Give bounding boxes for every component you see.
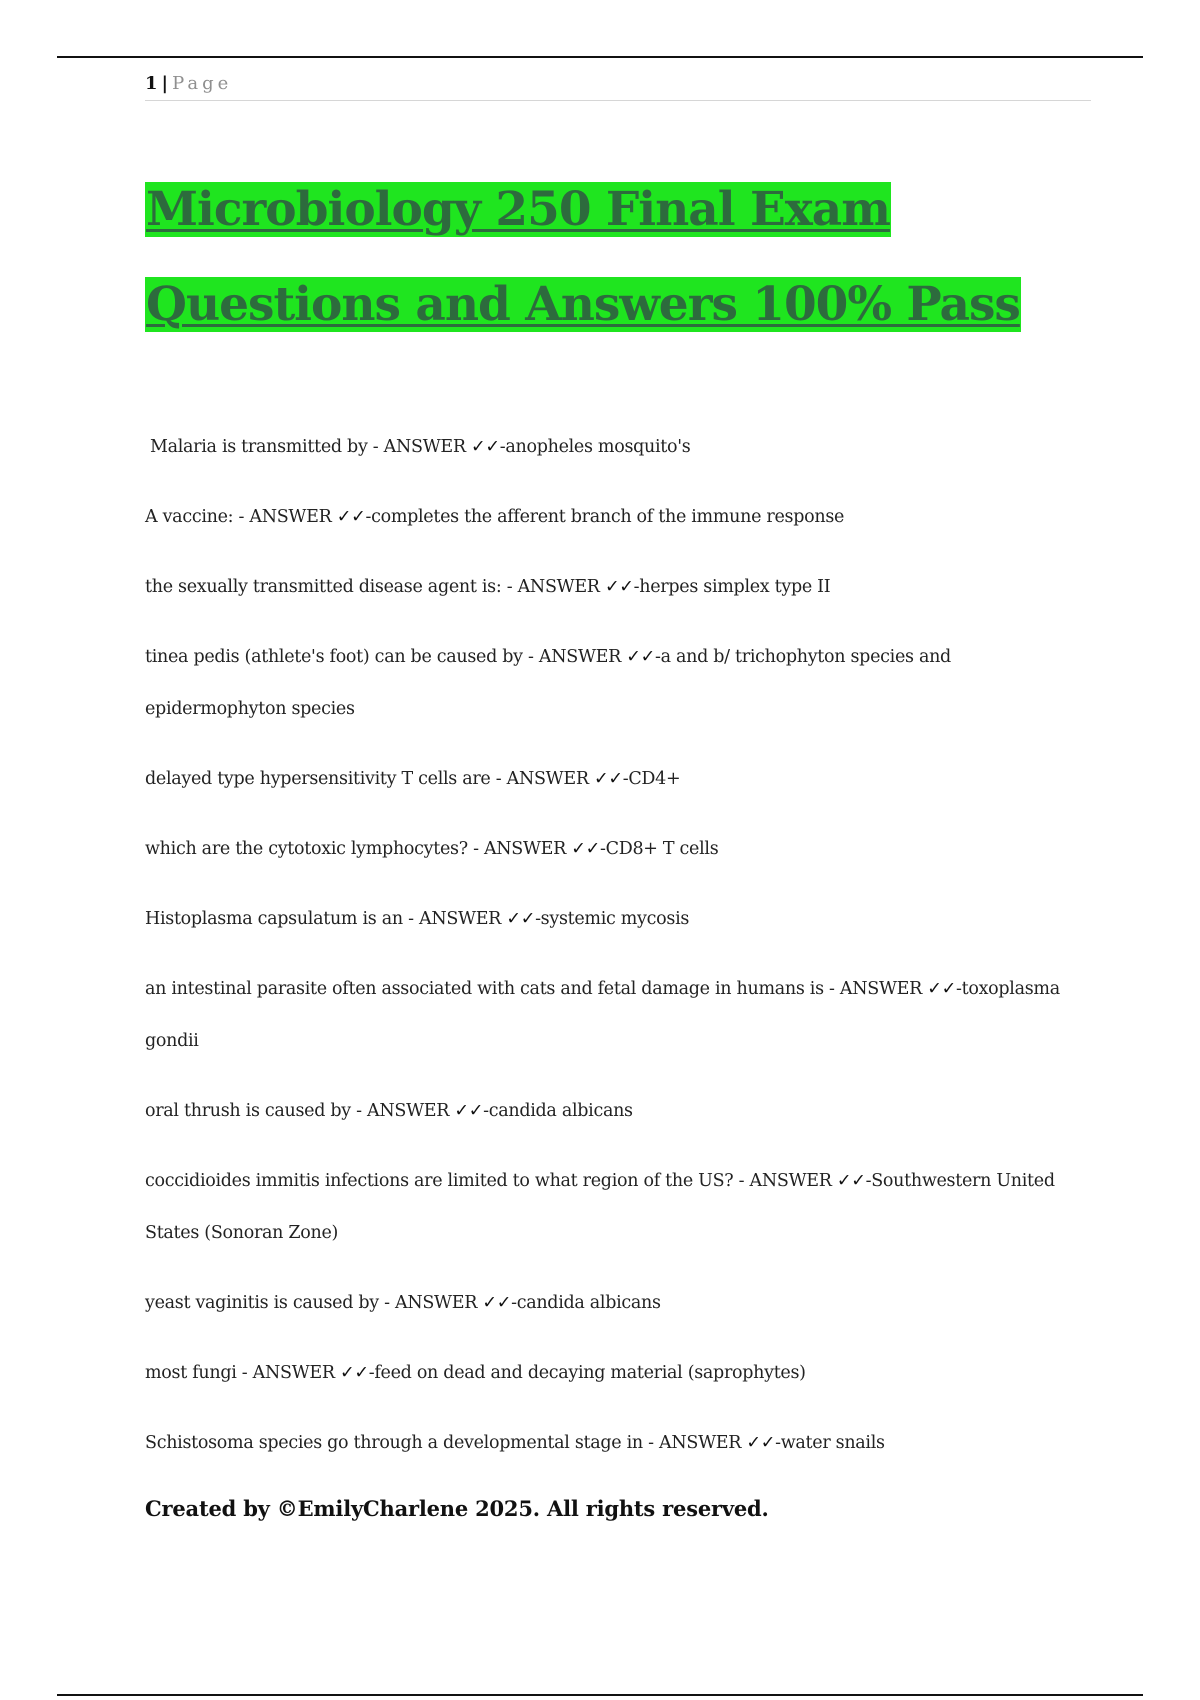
- answer-marker: - ANSWER: [495, 769, 589, 789]
- qa-item: [145, 1277, 1085, 1329]
- answer-marker: - ANSWER: [238, 507, 332, 527]
- qa-item: [145, 631, 1085, 735]
- check-icon: ✓✓: [626, 647, 655, 667]
- check-icon: ✓✓: [746, 1433, 776, 1453]
- question-text: most fungi: [145, 1363, 237, 1383]
- title-line-2: Questions and Answers 100% Pass: [146, 277, 1020, 332]
- qa-item: [145, 753, 1085, 805]
- answer-marker: - ANSWER: [356, 1101, 450, 1121]
- answer-text: -toxoplasma gondii: [145, 979, 1060, 1051]
- answer-marker: - ANSWER: [506, 577, 600, 597]
- qa-item: [145, 1155, 1085, 1259]
- copyright-footer: Created by ©EmilyCharlene 2025. All rights reserved.: [145, 1496, 769, 1521]
- answer-text: -a and b/ trichophyton species and epidermophyton species: [145, 647, 951, 719]
- answer-marker: - ANSWER: [829, 979, 922, 999]
- answer-text: -water snails: [775, 1433, 885, 1453]
- title-line-1: Microbiology 250 Final Exam: [146, 182, 890, 237]
- question-text: Schistosoma species go through a developmental stage in: [145, 1433, 643, 1453]
- answer-marker: - ANSWER: [384, 1293, 478, 1313]
- question-text: A vaccine:: [145, 507, 234, 527]
- check-icon: ✓✓: [836, 1171, 866, 1191]
- question-text: Histoplasma capsulatum is an: [145, 909, 403, 929]
- qa-item: [145, 491, 1085, 543]
- qa-item: [145, 1085, 1085, 1137]
- answer-text: -Southwestern United States (Sonoran Zone): [145, 1171, 1055, 1243]
- answer-text: -CD4+: [622, 769, 681, 789]
- answer-text: -completes the afferent branch of the immune response: [365, 507, 845, 527]
- qa-list: [145, 421, 1085, 1487]
- bottom-rule: [57, 1694, 1143, 1696]
- question-text: tinea pedis (athlete's foot) can be caused by: [145, 647, 523, 667]
- question-text: Malaria is transmitted by: [150, 437, 368, 457]
- answer-marker: - ANSWER: [528, 647, 621, 667]
- answer-text: -candida albicans: [511, 1293, 661, 1313]
- page-number: 1: [145, 73, 158, 94]
- answer-marker: - ANSWER: [738, 1171, 832, 1191]
- answer-text: -CD8+ T cells: [600, 839, 719, 859]
- answer-marker: - ANSWER: [241, 1363, 335, 1383]
- qa-item: [145, 561, 1085, 613]
- check-icon: ✓✓: [927, 979, 956, 999]
- question-text: the sexually transmitted disease agent is:: [145, 577, 502, 597]
- check-icon: ✓✓: [454, 1101, 484, 1121]
- check-icon: ✓✓: [340, 1363, 369, 1383]
- answer-marker: - ANSWER: [372, 437, 466, 457]
- page-separator: |: [161, 73, 169, 94]
- check-icon: ✓✓: [571, 839, 601, 859]
- qa-item: [145, 1347, 1085, 1399]
- question-text: oral thrush is caused by: [145, 1101, 351, 1121]
- page-header: [145, 72, 1091, 101]
- answer-text: -anopheles mosquito's: [499, 437, 691, 457]
- answer-text: -candida albicans: [483, 1101, 633, 1121]
- answer-marker: - ANSWER: [408, 909, 502, 929]
- check-icon: ✓✓: [336, 507, 366, 527]
- question-text: delayed type hypersensitivity T cells are: [145, 769, 491, 789]
- top-rule: [57, 56, 1143, 58]
- qa-item: [145, 421, 1085, 473]
- question-text: yeast vaginitis is caused by: [145, 1293, 379, 1313]
- answer-text: -herpes simplex type II: [633, 577, 831, 597]
- qa-item: [145, 963, 1085, 1067]
- qa-item: [145, 1417, 1085, 1469]
- check-icon: ✓✓: [506, 909, 536, 929]
- answer-text: -systemic mycosis: [535, 909, 690, 929]
- question-text: coccidioides immitis infections are limited to what region of the US?: [145, 1171, 734, 1191]
- question-text: which are the cytotoxic lymphocytes?: [145, 839, 468, 859]
- qa-item: [145, 823, 1085, 875]
- check-icon: ✓✓: [604, 577, 634, 597]
- question-text: an intestinal parasite often associated with cats and fetal damage in humans is: [145, 979, 824, 999]
- qa-item: [145, 893, 1085, 945]
- document-title: [145, 162, 1105, 352]
- answer-marker: - ANSWER: [473, 839, 567, 859]
- check-icon: ✓✓: [593, 769, 623, 789]
- page-word: Page: [172, 73, 233, 94]
- answer-text: -feed on dead and decaying material (saprophytes): [368, 1363, 806, 1383]
- answer-marker: - ANSWER: [648, 1433, 742, 1453]
- check-icon: ✓✓: [482, 1293, 512, 1313]
- check-icon: ✓✓: [471, 437, 500, 457]
